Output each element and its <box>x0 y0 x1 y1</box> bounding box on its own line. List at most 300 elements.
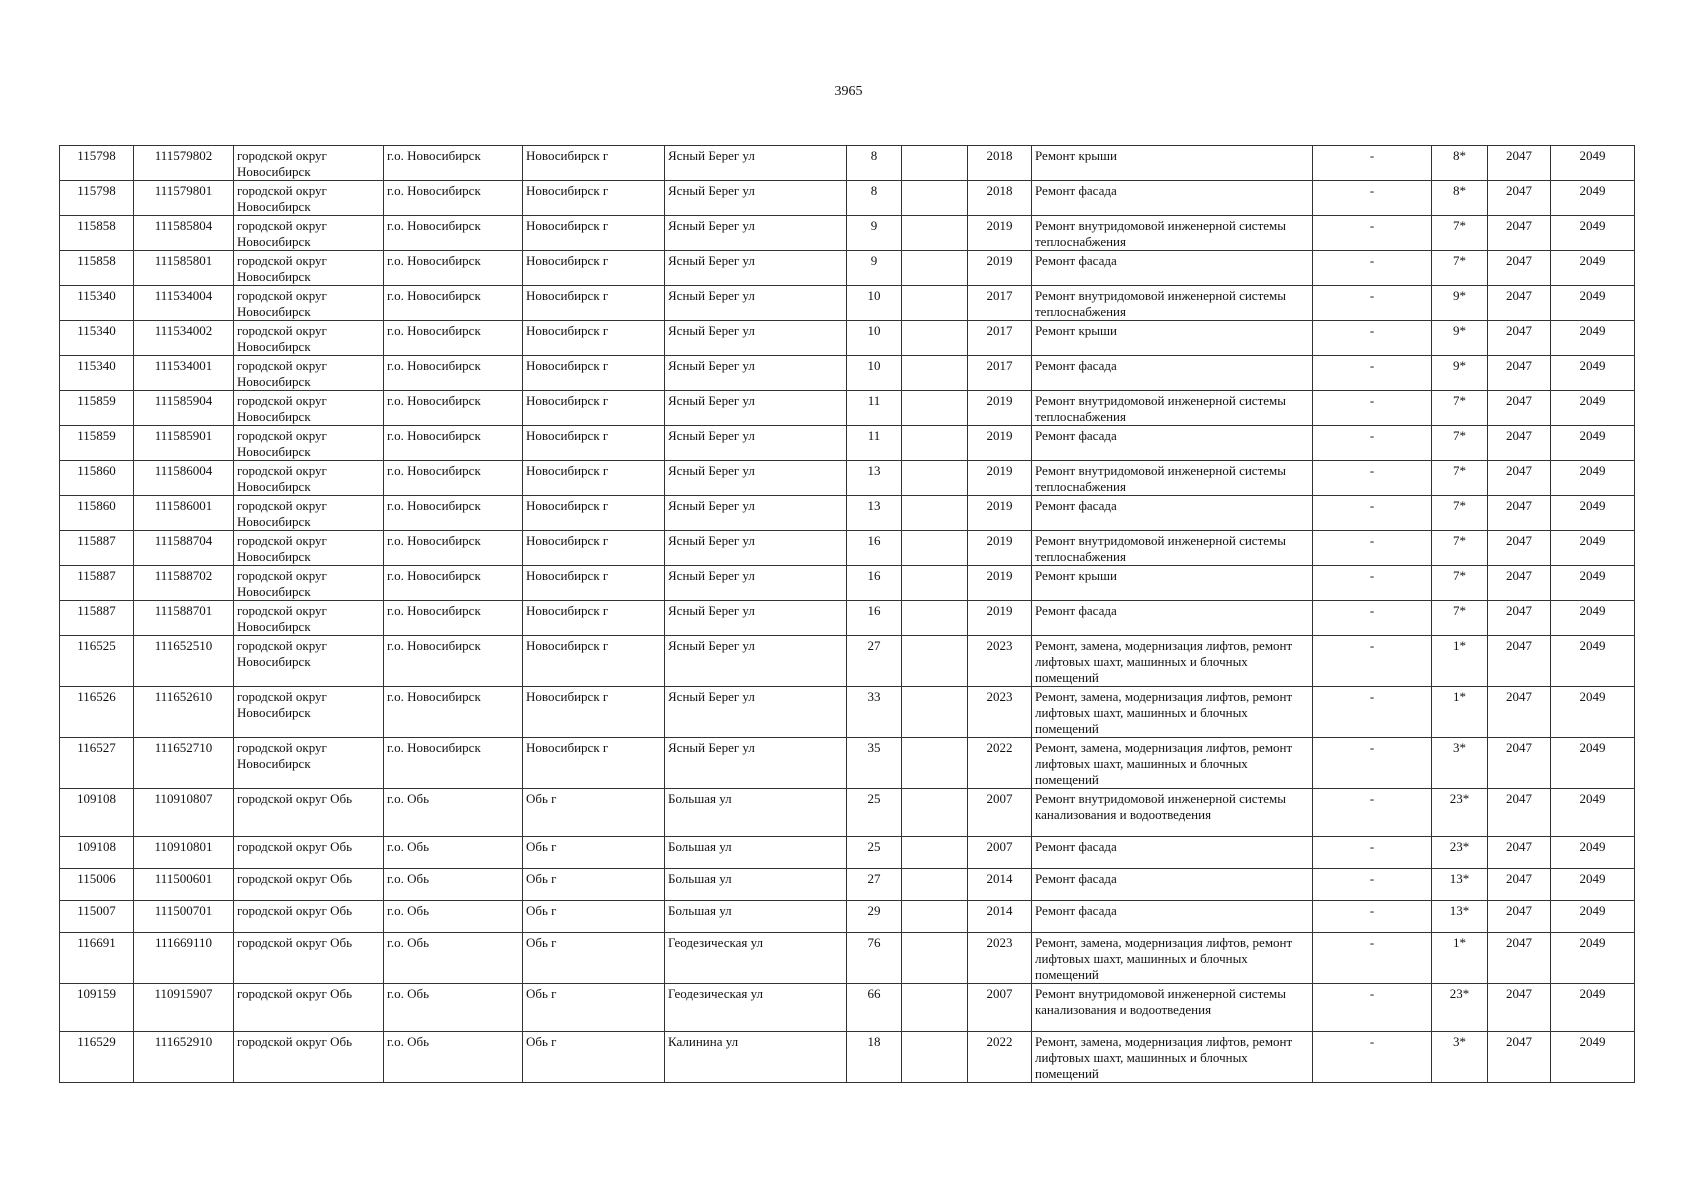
cell-work-type: Ремонт, замена, модернизация лифтов, ремонт лифтовых шахт, машинных и блочных помещений <box>1032 1032 1313 1083</box>
cell-house-id: 116525 <box>60 636 134 687</box>
cell-settlement: Обь г <box>523 837 665 869</box>
cell-house-number: 10 <box>847 321 902 356</box>
cell-frequency: 7* <box>1432 216 1488 251</box>
cell-municipality: г.о. Новосибирск <box>384 738 523 789</box>
cell-frequency: 1* <box>1432 933 1488 984</box>
cell-house-number: 35 <box>847 738 902 789</box>
cell-work-type: Ремонт фасада <box>1032 869 1313 901</box>
cell-municipal-district: городской округ Новосибирск <box>234 738 384 789</box>
cell-year-commissioned: 2017 <box>968 321 1032 356</box>
cell-street: Ясный Берег ул <box>665 356 847 391</box>
cell-frequency: 7* <box>1432 426 1488 461</box>
cell-street: Ясный Берег ул <box>665 461 847 496</box>
cell-municipal-district: городской округ Новосибирск <box>234 286 384 321</box>
cell-building <box>902 984 968 1032</box>
cell-work-id: 111500601 <box>134 869 234 901</box>
cell-year-commissioned: 2019 <box>968 461 1032 496</box>
cell-work-id: 111585904 <box>134 391 234 426</box>
cell-work-id: 110915907 <box>134 984 234 1032</box>
cell-settlement: Новосибирск г <box>523 146 665 181</box>
cell-plan-end: 2049 <box>1551 286 1635 321</box>
cell-work-id: 111534002 <box>134 321 234 356</box>
cell-house-number: 76 <box>847 933 902 984</box>
cell-municipality: г.о. Обь <box>384 984 523 1032</box>
cell-status: - <box>1313 933 1432 984</box>
cell-municipality: г.о. Новосибирск <box>384 356 523 391</box>
cell-house-id: 115887 <box>60 566 134 601</box>
cell-plan-start: 2047 <box>1488 531 1551 566</box>
cell-municipality: г.о. Новосибирск <box>384 321 523 356</box>
cell-house-id: 116527 <box>60 738 134 789</box>
cell-municipality: г.о. Новосибирск <box>384 251 523 286</box>
cell-work-type: Ремонт фасада <box>1032 251 1313 286</box>
cell-street: Геодезическая ул <box>665 984 847 1032</box>
cell-status: - <box>1313 738 1432 789</box>
cell-house-number: 8 <box>847 181 902 216</box>
cell-year-commissioned: 2014 <box>968 901 1032 933</box>
table-row <box>60 286 1635 321</box>
cell-building <box>902 687 968 738</box>
table-body <box>60 146 1635 1083</box>
cell-plan-start: 2047 <box>1488 426 1551 461</box>
cell-work-type: Ремонт внутридомовой инженерной системы канализования и водоотведения <box>1032 789 1313 837</box>
cell-house-id: 116691 <box>60 933 134 984</box>
cell-street: Большая ул <box>665 901 847 933</box>
cell-work-id: 111652910 <box>134 1032 234 1083</box>
table-row <box>60 391 1635 426</box>
cell-year-commissioned: 2019 <box>968 496 1032 531</box>
table-row <box>60 531 1635 566</box>
cell-municipality: г.о. Обь <box>384 837 523 869</box>
cell-plan-end: 2049 <box>1551 1032 1635 1083</box>
cell-house-id: 115858 <box>60 216 134 251</box>
cell-settlement: Новосибирск г <box>523 636 665 687</box>
cell-work-type: Ремонт крыши <box>1032 146 1313 181</box>
cell-year-commissioned: 2007 <box>968 789 1032 837</box>
cell-year-commissioned: 2017 <box>968 356 1032 391</box>
cell-municipal-district: городской округ Обь <box>234 789 384 837</box>
cell-municipal-district: городской округ Новосибирск <box>234 216 384 251</box>
cell-municipal-district: городской округ Обь <box>234 984 384 1032</box>
cell-street: Калинина ул <box>665 1032 847 1083</box>
cell-plan-end: 2049 <box>1551 901 1635 933</box>
cell-frequency: 7* <box>1432 461 1488 496</box>
cell-house-id: 116526 <box>60 687 134 738</box>
cell-plan-start: 2047 <box>1488 251 1551 286</box>
cell-year-commissioned: 2019 <box>968 251 1032 286</box>
cell-plan-end: 2049 <box>1551 391 1635 426</box>
cell-status: - <box>1313 531 1432 566</box>
cell-street: Ясный Берег ул <box>665 286 847 321</box>
cell-building <box>902 251 968 286</box>
cell-work-id: 111652610 <box>134 687 234 738</box>
cell-plan-start: 2047 <box>1488 356 1551 391</box>
cell-frequency: 8* <box>1432 181 1488 216</box>
cell-settlement: Новосибирск г <box>523 426 665 461</box>
cell-building <box>902 146 968 181</box>
cell-plan-end: 2049 <box>1551 566 1635 601</box>
cell-municipality: г.о. Новосибирск <box>384 636 523 687</box>
cell-work-type: Ремонт фасада <box>1032 181 1313 216</box>
cell-year-commissioned: 2014 <box>968 869 1032 901</box>
cell-settlement: Новосибирск г <box>523 566 665 601</box>
cell-house-id: 115860 <box>60 496 134 531</box>
cell-street: Ясный Берег ул <box>665 321 847 356</box>
cell-plan-start: 2047 <box>1488 391 1551 426</box>
cell-frequency: 7* <box>1432 251 1488 286</box>
cell-work-type: Ремонт внутридомовой инженерной системы теплоснабжения <box>1032 461 1313 496</box>
cell-work-type: Ремонт фасада <box>1032 601 1313 636</box>
cell-status: - <box>1313 286 1432 321</box>
cell-work-id: 111652710 <box>134 738 234 789</box>
cell-plan-end: 2049 <box>1551 461 1635 496</box>
cell-municipal-district: городской округ Новосибирск <box>234 356 384 391</box>
cell-work-type: Ремонт внутридомовой инженерной системы теплоснабжения <box>1032 391 1313 426</box>
cell-plan-end: 2049 <box>1551 531 1635 566</box>
cell-work-id: 111500701 <box>134 901 234 933</box>
cell-work-type: Ремонт внутридомовой инженерной системы теплоснабжения <box>1032 286 1313 321</box>
cell-year-commissioned: 2007 <box>968 984 1032 1032</box>
cell-work-type: Ремонт внутридомовой инженерной системы канализования и водоотведения <box>1032 984 1313 1032</box>
cell-plan-end: 2049 <box>1551 738 1635 789</box>
cell-municipal-district: городской округ Новосибирск <box>234 531 384 566</box>
cell-settlement: Новосибирск г <box>523 687 665 738</box>
cell-plan-start: 2047 <box>1488 933 1551 984</box>
cell-building <box>902 933 968 984</box>
cell-house-id: 115007 <box>60 901 134 933</box>
cell-building <box>902 181 968 216</box>
cell-year-commissioned: 2019 <box>968 426 1032 461</box>
cell-frequency: 7* <box>1432 601 1488 636</box>
cell-municipality: г.о. Обь <box>384 869 523 901</box>
cell-settlement: Обь г <box>523 1032 665 1083</box>
cell-plan-start: 2047 <box>1488 789 1551 837</box>
table-row <box>60 789 1635 837</box>
cell-plan-start: 2047 <box>1488 146 1551 181</box>
cell-work-id: 111585804 <box>134 216 234 251</box>
cell-house-id: 109108 <box>60 789 134 837</box>
cell-year-commissioned: 2023 <box>968 687 1032 738</box>
cell-year-commissioned: 2019 <box>968 391 1032 426</box>
cell-street: Ясный Берег ул <box>665 426 847 461</box>
cell-frequency: 7* <box>1432 531 1488 566</box>
cell-settlement: Обь г <box>523 933 665 984</box>
cell-work-type: Ремонт крыши <box>1032 566 1313 601</box>
cell-house-number: 16 <box>847 601 902 636</box>
cell-plan-end: 2049 <box>1551 146 1635 181</box>
cell-work-type: Ремонт фасада <box>1032 901 1313 933</box>
table-row <box>60 837 1635 869</box>
table-row <box>60 984 1635 1032</box>
cell-work-id: 111588702 <box>134 566 234 601</box>
cell-house-number: 13 <box>847 461 902 496</box>
cell-house-id: 115340 <box>60 356 134 391</box>
cell-plan-end: 2049 <box>1551 496 1635 531</box>
cell-municipality: г.о. Обь <box>384 789 523 837</box>
cell-municipality: г.о. Новосибирск <box>384 461 523 496</box>
cell-building <box>902 461 968 496</box>
cell-work-id: 111534001 <box>134 356 234 391</box>
cell-frequency: 9* <box>1432 286 1488 321</box>
cell-street: Ясный Берег ул <box>665 146 847 181</box>
cell-building <box>902 789 968 837</box>
cell-house-number: 33 <box>847 687 902 738</box>
cell-frequency: 9* <box>1432 356 1488 391</box>
cell-frequency: 9* <box>1432 321 1488 356</box>
cell-status: - <box>1313 636 1432 687</box>
cell-street: Большая ул <box>665 789 847 837</box>
cell-building <box>902 1032 968 1083</box>
cell-municipality: г.о. Новосибирск <box>384 181 523 216</box>
cell-municipal-district: городской округ Обь <box>234 901 384 933</box>
cell-year-commissioned: 2023 <box>968 636 1032 687</box>
cell-house-number: 16 <box>847 566 902 601</box>
cell-municipal-district: городской округ Новосибирск <box>234 146 384 181</box>
cell-settlement: Новосибирск г <box>523 181 665 216</box>
cell-house-id: 115798 <box>60 146 134 181</box>
cell-status: - <box>1313 426 1432 461</box>
cell-work-type: Ремонт, замена, модернизация лифтов, ремонт лифтовых шахт, машинных и блочных помещений <box>1032 933 1313 984</box>
cell-work-type: Ремонт фасада <box>1032 356 1313 391</box>
cell-municipal-district: городской округ Новосибирск <box>234 426 384 461</box>
cell-house-number: 11 <box>847 391 902 426</box>
cell-work-type: Ремонт фасада <box>1032 426 1313 461</box>
cell-settlement: Новосибирск г <box>523 251 665 286</box>
cell-building <box>902 426 968 461</box>
cell-municipality: г.о. Новосибирск <box>384 391 523 426</box>
cell-plan-start: 2047 <box>1488 181 1551 216</box>
cell-work-type: Ремонт крыши <box>1032 321 1313 356</box>
table-row <box>60 426 1635 461</box>
cell-frequency: 3* <box>1432 738 1488 789</box>
cell-municipal-district: городской округ Новосибирск <box>234 181 384 216</box>
cell-house-id: 115860 <box>60 461 134 496</box>
cell-settlement: Новосибирск г <box>523 461 665 496</box>
cell-house-number: 9 <box>847 216 902 251</box>
cell-municipal-district: городской округ Новосибирск <box>234 566 384 601</box>
cell-municipal-district: городской округ Новосибирск <box>234 461 384 496</box>
cell-building <box>902 286 968 321</box>
cell-frequency: 13* <box>1432 901 1488 933</box>
cell-street: Ясный Берег ул <box>665 496 847 531</box>
cell-work-id: 111585801 <box>134 251 234 286</box>
cell-plan-end: 2049 <box>1551 837 1635 869</box>
cell-work-id: 111579802 <box>134 146 234 181</box>
cell-plan-start: 2047 <box>1488 496 1551 531</box>
cell-municipality: г.о. Новосибирск <box>384 496 523 531</box>
cell-street: Ясный Берег ул <box>665 251 847 286</box>
cell-settlement: Новосибирск г <box>523 531 665 566</box>
cell-settlement: Обь г <box>523 789 665 837</box>
cell-house-number: 11 <box>847 426 902 461</box>
cell-status: - <box>1313 687 1432 738</box>
cell-work-id: 111585901 <box>134 426 234 461</box>
cell-year-commissioned: 2018 <box>968 181 1032 216</box>
table-row <box>60 146 1635 181</box>
table-row <box>60 321 1635 356</box>
cell-street: Ясный Берег ул <box>665 216 847 251</box>
cell-building <box>902 391 968 426</box>
cell-settlement: Обь г <box>523 901 665 933</box>
cell-settlement: Новосибирск г <box>523 356 665 391</box>
cell-municipality: г.о. Обь <box>384 1032 523 1083</box>
cell-frequency: 23* <box>1432 789 1488 837</box>
cell-frequency: 7* <box>1432 566 1488 601</box>
cell-municipal-district: городской округ Обь <box>234 1032 384 1083</box>
cell-plan-end: 2049 <box>1551 356 1635 391</box>
cell-status: - <box>1313 869 1432 901</box>
cell-municipality: г.о. Новосибирск <box>384 601 523 636</box>
cell-plan-start: 2047 <box>1488 869 1551 901</box>
cell-plan-end: 2049 <box>1551 869 1635 901</box>
cell-municipality: г.о. Новосибирск <box>384 286 523 321</box>
cell-house-number: 25 <box>847 837 902 869</box>
table-row <box>60 496 1635 531</box>
cell-municipality: г.о. Новосибирск <box>384 146 523 181</box>
cell-street: Ясный Берег ул <box>665 687 847 738</box>
cell-year-commissioned: 2023 <box>968 933 1032 984</box>
cell-frequency: 7* <box>1432 496 1488 531</box>
cell-house-number: 29 <box>847 901 902 933</box>
cell-municipality: г.о. Новосибирск <box>384 426 523 461</box>
cell-building <box>902 356 968 391</box>
cell-house-number: 66 <box>847 984 902 1032</box>
cell-house-id: 115340 <box>60 286 134 321</box>
cell-building <box>902 321 968 356</box>
cell-settlement: Обь г <box>523 984 665 1032</box>
cell-building <box>902 566 968 601</box>
cell-municipal-district: городской округ Новосибирск <box>234 601 384 636</box>
cell-work-id: 110910807 <box>134 789 234 837</box>
cell-street: Ясный Берег ул <box>665 601 847 636</box>
cell-settlement: Новосибирск г <box>523 391 665 426</box>
cell-house-number: 18 <box>847 1032 902 1083</box>
cell-status: - <box>1313 496 1432 531</box>
cell-street: Геодезическая ул <box>665 933 847 984</box>
cell-municipality: г.о. Новосибирск <box>384 531 523 566</box>
cell-building <box>902 738 968 789</box>
cell-plan-end: 2049 <box>1551 601 1635 636</box>
cell-street: Большая ул <box>665 869 847 901</box>
cell-plan-start: 2047 <box>1488 984 1551 1032</box>
cell-house-id: 109159 <box>60 984 134 1032</box>
cell-house-id: 115006 <box>60 869 134 901</box>
cell-status: - <box>1313 461 1432 496</box>
cell-year-commissioned: 2022 <box>968 1032 1032 1083</box>
cell-plan-end: 2049 <box>1551 789 1635 837</box>
cell-plan-end: 2049 <box>1551 181 1635 216</box>
cell-house-id: 115887 <box>60 601 134 636</box>
cell-work-type: Ремонт, замена, модернизация лифтов, ремонт лифтовых шахт, машинных и блочных помещений <box>1032 738 1313 789</box>
cell-plan-start: 2047 <box>1488 566 1551 601</box>
cell-plan-start: 2047 <box>1488 601 1551 636</box>
cell-plan-start: 2047 <box>1488 687 1551 738</box>
cell-municipal-district: городской округ Обь <box>234 869 384 901</box>
cell-status: - <box>1313 901 1432 933</box>
table-row <box>60 738 1635 789</box>
cell-municipality: г.о. Обь <box>384 933 523 984</box>
cell-plan-start: 2047 <box>1488 321 1551 356</box>
cell-municipal-district: городской округ Новосибирск <box>234 321 384 356</box>
cell-municipal-district: городской округ Новосибирск <box>234 391 384 426</box>
cell-house-number: 8 <box>847 146 902 181</box>
cell-house-id: 115887 <box>60 531 134 566</box>
cell-work-type: Ремонт внутридомовой инженерной системы теплоснабжения <box>1032 216 1313 251</box>
repair-schedule-table <box>59 145 1635 1083</box>
cell-building <box>902 531 968 566</box>
cell-street: Ясный Берег ул <box>665 531 847 566</box>
cell-plan-start: 2047 <box>1488 286 1551 321</box>
cell-work-id: 111586004 <box>134 461 234 496</box>
cell-settlement: Новосибирск г <box>523 738 665 789</box>
cell-work-type: Ремонт, замена, модернизация лифтов, ремонт лифтовых шахт, машинных и блочных помещений <box>1032 687 1313 738</box>
cell-house-number: 27 <box>847 869 902 901</box>
cell-settlement: Новосибирск г <box>523 321 665 356</box>
cell-house-number: 25 <box>847 789 902 837</box>
cell-year-commissioned: 2018 <box>968 146 1032 181</box>
cell-building <box>902 869 968 901</box>
cell-plan-end: 2049 <box>1551 636 1635 687</box>
table-row <box>60 687 1635 738</box>
cell-building <box>902 901 968 933</box>
cell-year-commissioned: 2019 <box>968 531 1032 566</box>
cell-year-commissioned: 2022 <box>968 738 1032 789</box>
cell-status: - <box>1313 146 1432 181</box>
cell-work-id: 111588701 <box>134 601 234 636</box>
cell-status: - <box>1313 391 1432 426</box>
table-row <box>60 933 1635 984</box>
page-number: 3965 <box>834 84 863 99</box>
cell-municipal-district: городской округ Новосибирск <box>234 251 384 286</box>
cell-status: - <box>1313 356 1432 391</box>
cell-plan-start: 2047 <box>1488 738 1551 789</box>
cell-year-commissioned: 2007 <box>968 837 1032 869</box>
cell-plan-start: 2047 <box>1488 901 1551 933</box>
cell-status: - <box>1313 181 1432 216</box>
cell-plan-start: 2047 <box>1488 636 1551 687</box>
cell-plan-end: 2049 <box>1551 687 1635 738</box>
cell-house-number: 9 <box>847 251 902 286</box>
cell-work-type: Ремонт внутридомовой инженерной системы теплоснабжения <box>1032 531 1313 566</box>
table-row <box>60 356 1635 391</box>
cell-status: - <box>1313 601 1432 636</box>
cell-settlement: Новосибирск г <box>523 601 665 636</box>
cell-status: - <box>1313 789 1432 837</box>
cell-municipal-district: городской округ Новосибирск <box>234 496 384 531</box>
cell-plan-start: 2047 <box>1488 461 1551 496</box>
cell-plan-end: 2049 <box>1551 216 1635 251</box>
cell-house-number: 27 <box>847 636 902 687</box>
cell-frequency: 13* <box>1432 869 1488 901</box>
cell-work-id: 111669110 <box>134 933 234 984</box>
cell-municipality: г.о. Новосибирск <box>384 566 523 601</box>
table-row <box>60 566 1635 601</box>
cell-street: Ясный Берег ул <box>665 738 847 789</box>
cell-plan-end: 2049 <box>1551 933 1635 984</box>
cell-frequency: 23* <box>1432 984 1488 1032</box>
cell-year-commissioned: 2019 <box>968 601 1032 636</box>
cell-house-id: 116529 <box>60 1032 134 1083</box>
cell-building <box>902 601 968 636</box>
cell-settlement: Новосибирск г <box>523 496 665 531</box>
cell-municipality: г.о. Обь <box>384 901 523 933</box>
cell-status: - <box>1313 321 1432 356</box>
table-row <box>60 1032 1635 1083</box>
cell-street: Ясный Берег ул <box>665 391 847 426</box>
cell-work-id: 111534004 <box>134 286 234 321</box>
cell-street: Ясный Берег ул <box>665 566 847 601</box>
cell-municipal-district: городской округ Новосибирск <box>234 636 384 687</box>
